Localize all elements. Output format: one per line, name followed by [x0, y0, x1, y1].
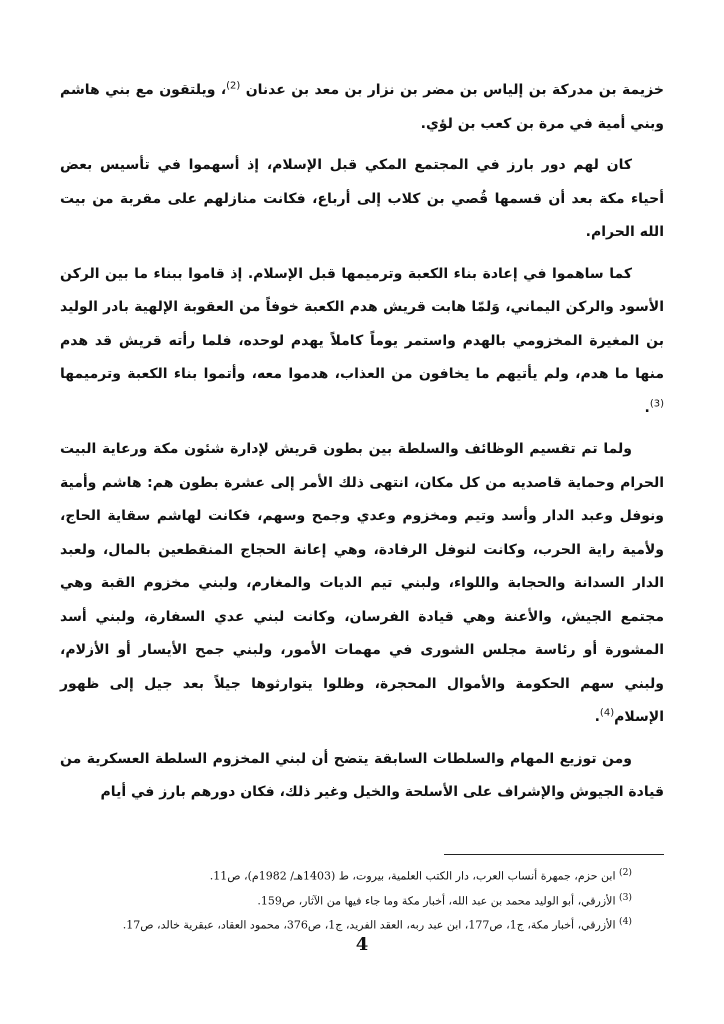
paragraph-4-text: ولما تم تقسيم الوظائف والسلطة بين بطون قريش لإدارة شئون مكة ورعاية البيت الحرام وحماية قاصديه من كل مكان، انتهى ذلك الأمر إلى عشرة بطون هم: هاشم وأمية ونوفل وعبد الدار وأسد وتيم ومخزوم وعدي وجمح وسهم، فكانت لهاشم سقاية الحاج، ولأمية راية الحرب، وكانت لنوفل الرفادة، وهي إعانة الحجاج المنقطعين بالمال، ولعبد الدار السدانة والحجابة واللواء، ولبني تيم الديات والمغارم، ولبني مخزوم القبة وهي مجتمع الجيش، والأعنة وهي قيادة الفرسان، وكانت لبني عدي السفارة، ولبني أسد المشورة أو رئاسة مجلس الشورى في مهمات الأمور، ولبني جمح الأيسار أو الأزلام، ولبني سهم الحكومة والأموال المحجرة، وظلوا يتوارثوها جيلاً بعد جيل إلى ظهور الإسلام	[60, 441, 664, 725]
footnote-text: ابن حزم، جمهرة أنساب العرب، دار الكتب العلمية، بيروت، ط (1403هـ/ 1982م)، ص11.	[209, 869, 620, 883]
footnote-number: (3)	[619, 891, 632, 903]
footnote-2	[60, 862, 632, 887]
paragraph-3-text-end: .	[644, 399, 650, 416]
footnotes	[60, 862, 632, 936]
footnote-ref-2[interactable]: (2)	[226, 80, 241, 92]
footnote-ref-3[interactable]: (3)	[649, 397, 664, 409]
page-number: 4	[355, 934, 369, 955]
paragraph-1	[60, 74, 664, 141]
body-text	[60, 74, 664, 810]
footnote-3	[60, 887, 632, 912]
footnote-number: (4)	[619, 916, 632, 928]
paragraph-4-text-end: .	[594, 709, 600, 725]
paragraph-2: كان لهم دور بارز في المجتمع المكي قبل الإسلام، إذ أسهموا في تأسيس بعض أحياء مكة بعد أن قسمها قُصي بن كلاب إلى أرباع، فكانت منازلهم على مقربة من بيت الله الحرام.	[60, 157, 664, 240]
footnote-4	[60, 911, 632, 936]
paragraph-4	[60, 433, 664, 735]
paragraph-3-text: كما ساهموا في إعادة بناء الكعبة وترميمها قبل الإسلام. إذ قاموا ببناء ما بين الركن الأسود والركن اليماني، وَلمّا هابت قريش هدم الكعبة خوفاً من العقوبة الإلهية بادر الوليد بن المغيرة المخزومي بالهدم واستمر يوماً كاملاً يهدم لوحده، فلما رأته قريش قد هدم منها ما هدم، ولم يأتيهم ما يخافون من العذاب، هدموا معه، وأتموا بناء الكعبة وترميمها	[60, 265, 664, 382]
footnote-number: (2)	[619, 867, 632, 878]
paragraph-5: ومن توزيع المهام والسلطات السابقة يتضح أن لبني المخزوم السلطة العسكرية من قيادة الجيوش والإشراف على الأسلحة والخيل وغير ذلك، فكان دورهم بارز في أيام	[60, 750, 664, 800]
paragraph-3	[60, 258, 664, 426]
paragraph-1-text-end: ، ويلتقون مع بني هاشم وبني أمية في مرة بن كعب بن لؤي.	[60, 82, 664, 132]
footnote-ref-4[interactable]: (4)	[599, 707, 615, 719]
footnote-text: الأزرقي، أخبار مكة، ج1، ص177، ابن عبد ربه، العقد الفريد، ج1، ص376، محمود العقاد، عبقرية خالد، ص17.	[122, 918, 620, 932]
footnote-text: الأزرقي، أبو الوليد محمد بن عبد الله، أخبار مكة وما جاء فيها من الآثار، ص159.	[257, 894, 620, 908]
footnote-divider	[444, 854, 664, 855]
paragraph-1-text: خزيمة بن مدركة بن إلياس بن مضر بن نزار بن معد بن عدنان	[240, 82, 664, 98]
